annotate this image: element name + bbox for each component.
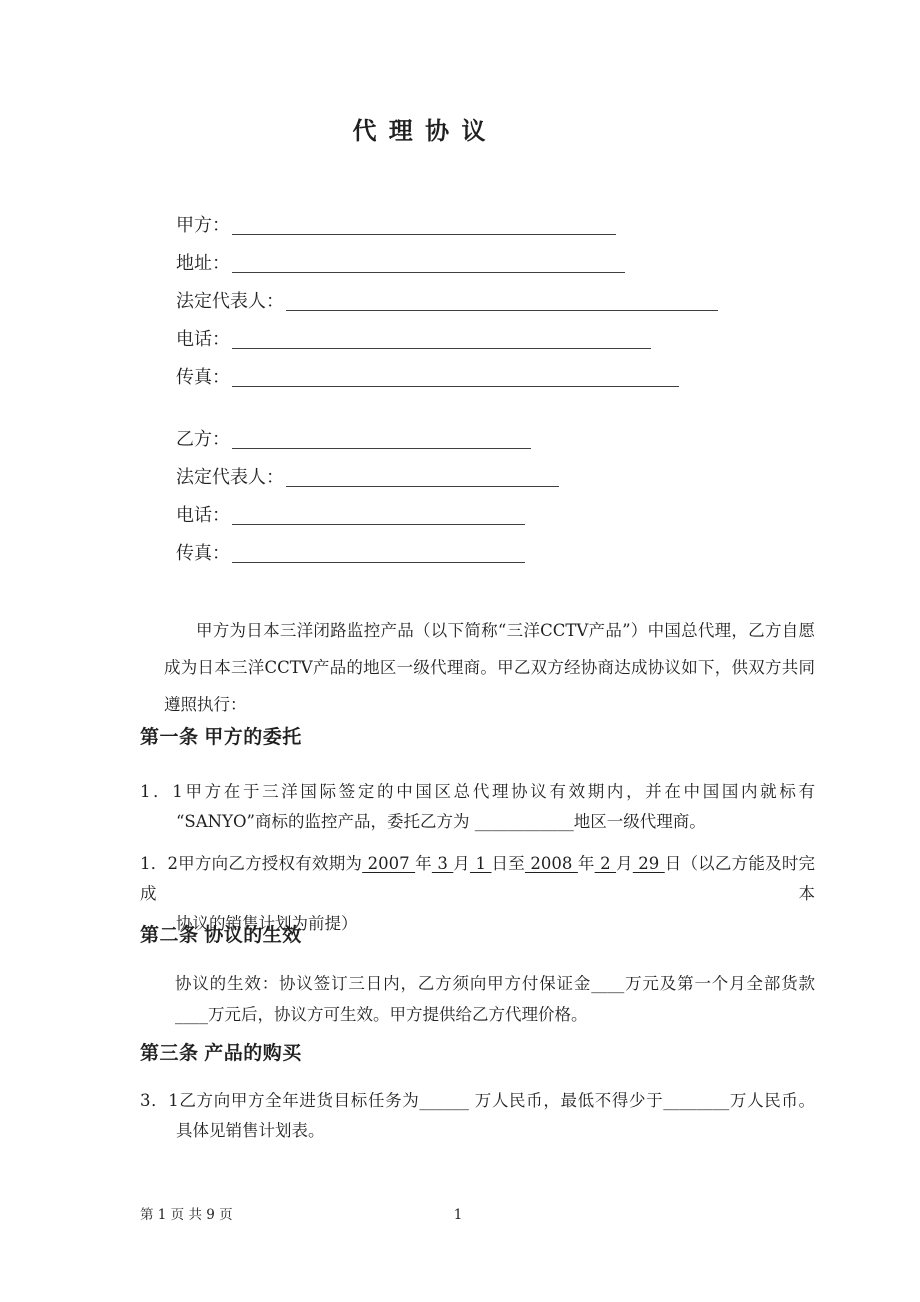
blank-underline <box>232 386 679 387</box>
blank-underline <box>232 234 616 235</box>
article-2-body-line-2: ____万元后，协议方可生效。甲方提供给乙方代理价格。 <box>175 1005 588 1024</box>
clause-1-1-line-2: “SANYO”商标的监控产品，委托乙方为 ____________地区一级代理商。 <box>176 812 706 831</box>
clause-1-1 <box>140 777 815 837</box>
blank-underline <box>286 310 718 311</box>
form-field-row <box>176 529 559 567</box>
article-2-body-line-1: 协议的生效：协议签订三日内，乙方须向甲方付保证金____万元及第一个月全部货款 <box>175 974 815 993</box>
form-field-row <box>176 277 718 315</box>
field-label: 地址： <box>176 253 230 274</box>
field-label: 电话： <box>176 329 230 350</box>
document-title: 代 理 协 议 <box>352 116 488 145</box>
field-label: 传真： <box>176 543 230 564</box>
form-field-row <box>176 239 718 277</box>
form-field-row <box>176 353 718 391</box>
party-a-fields <box>176 201 718 391</box>
field-label: 法定代表人： <box>176 467 284 488</box>
clause-1-2-line-1: 1．2甲方向乙方授权有效期为 2007 年 3 月 1 日至 2008 年 2 月 29 日（以乙方能及时完成本 <box>140 854 816 903</box>
footer-page-number: 1 <box>453 1207 463 1223</box>
field-label: 传真： <box>176 367 230 388</box>
clause-3-1-line-2: 具体见销售计划表。 <box>176 1121 325 1140</box>
article-2-body <box>175 968 815 1030</box>
intro-paragraph <box>164 612 815 723</box>
blank-underline <box>286 486 559 487</box>
blank-underline <box>232 562 525 563</box>
article-3-heading: 第三条 产品的购买 <box>140 1043 302 1064</box>
field-label: 甲方： <box>176 215 230 236</box>
blank-underline <box>232 272 625 273</box>
form-field-row <box>176 453 559 491</box>
form-field-row <box>176 491 559 529</box>
form-field-row <box>176 415 559 453</box>
clause-3-1 <box>140 1086 815 1146</box>
blank-underline <box>232 524 525 525</box>
clause-1-1-line-1: 1．1甲方在于三洋国际签定的中国区总代理协议有效期内，并在中国国内就标有 <box>140 782 815 801</box>
party-b-fields <box>176 415 559 567</box>
blank-underline <box>232 448 531 449</box>
intro-line-2: 成为日本三洋CCTV产品的地区一级代理商。甲乙双方经协商达成协议如下，供双方共同 <box>164 658 815 677</box>
field-label: 电话： <box>176 505 230 526</box>
clause-3-1-line-1: 3．1乙方向甲方全年进货目标任务为______ 万人民币，最低不得少于________万人民币。 <box>140 1091 815 1110</box>
footer-page-info: 第 1 页 共 9 页 <box>140 1207 233 1223</box>
intro-line-3: 遵照执行： <box>164 695 247 714</box>
form-field-row <box>176 201 718 239</box>
article-2-heading: 第二条 协议的生效 <box>140 925 302 946</box>
field-label: 乙方： <box>176 429 230 450</box>
intro-line-1: 甲方为日本三洋闭路监控产品（以下简称“三洋CCTV产品”）中国总代理，乙方自愿 <box>196 621 815 640</box>
blank-underline <box>232 348 651 349</box>
form-field-row <box>176 315 718 353</box>
field-label: 法定代表人： <box>176 291 284 312</box>
article-1-heading: 第一条 甲方的委托 <box>140 727 302 748</box>
clause-1-2-line-2: 协议的销售计划为前提） <box>176 914 358 933</box>
